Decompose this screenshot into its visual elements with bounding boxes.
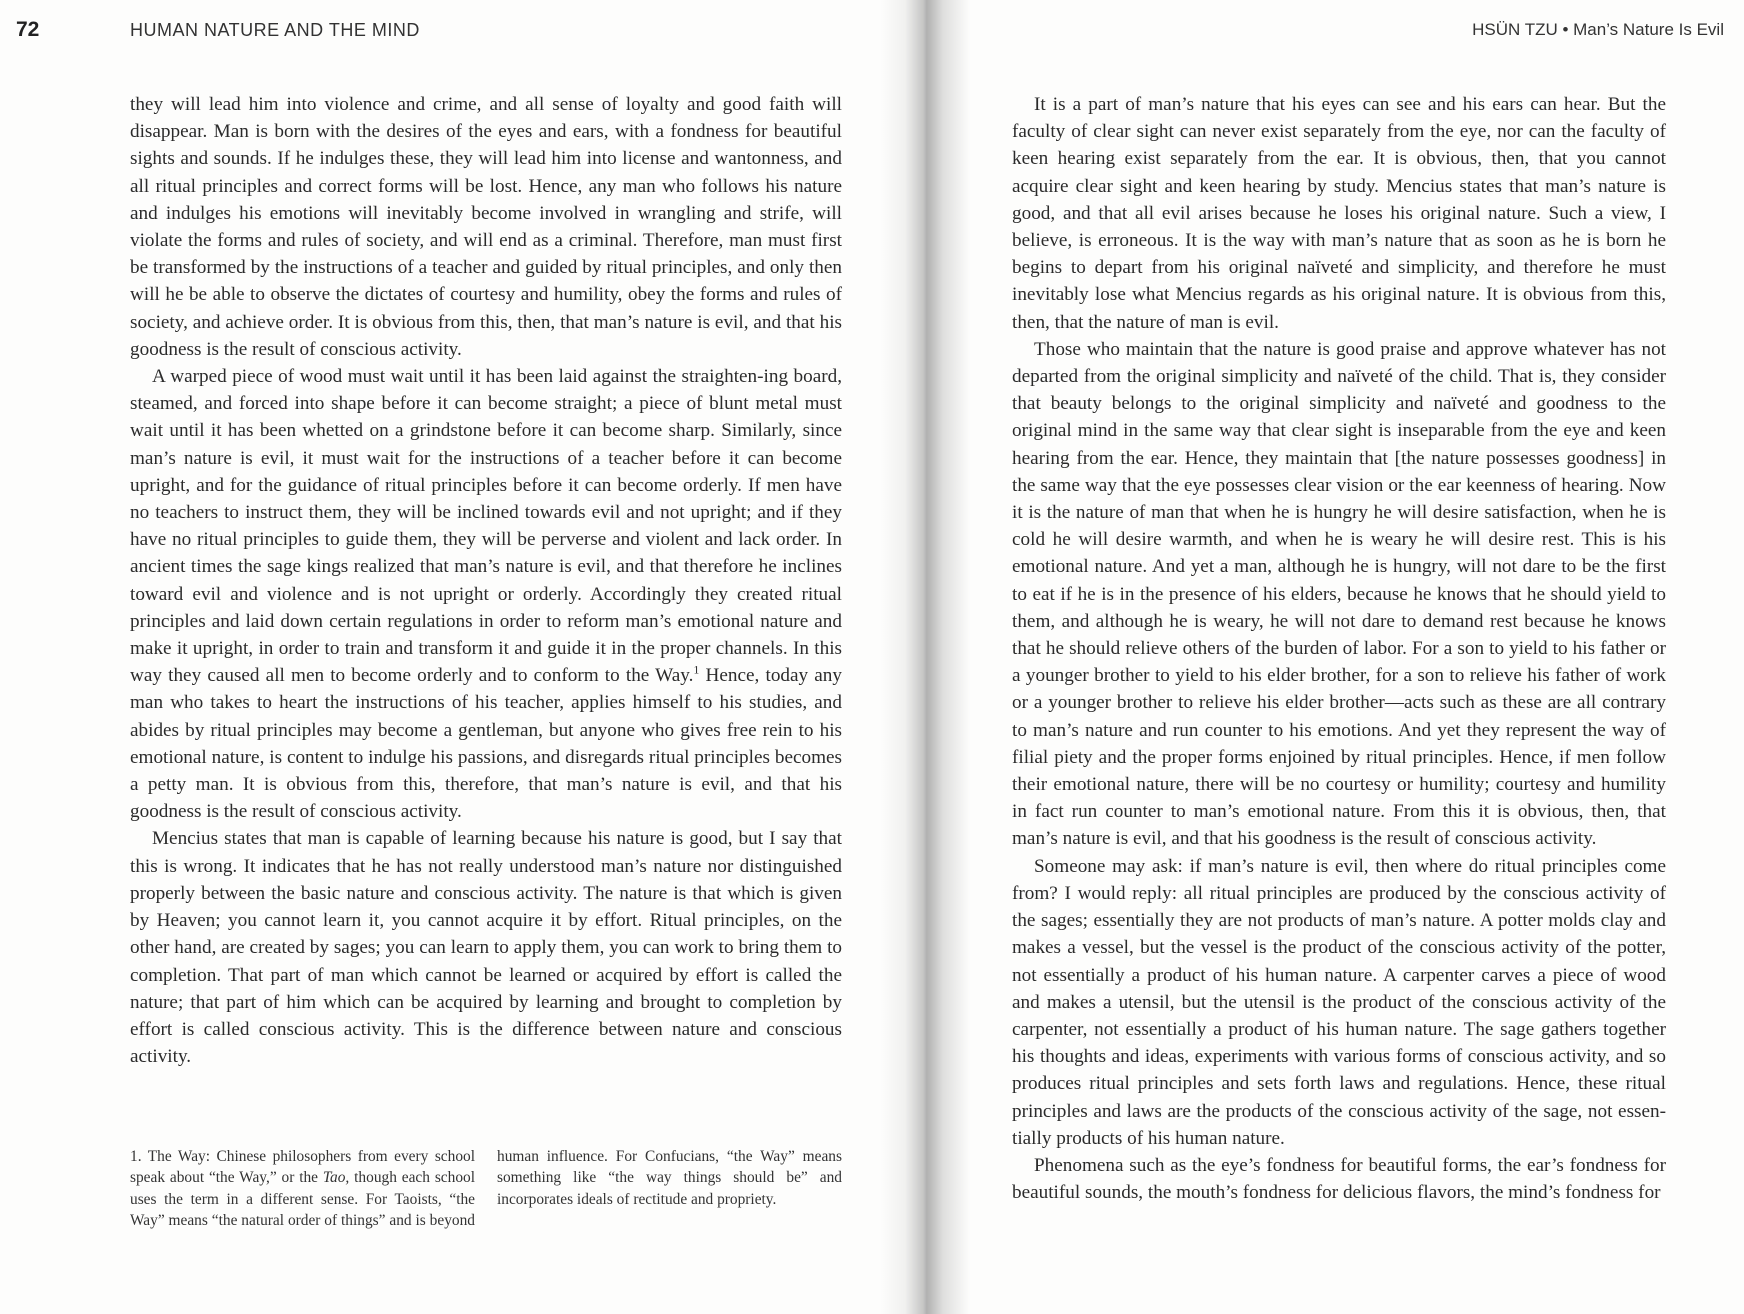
right-page — [940, 0, 1744, 1314]
running-head-left: HUMAN NATURE AND THE MIND — [130, 20, 420, 40]
footnote-text: though each school uses the term in a different sense. For Taoists, “the Way” means “the natural order of things” and is beyond human influence. For Confucians, “the Way” means something like “the way things should be” and incorporates ideals of rectitude and propriety. — [130, 1148, 842, 1230]
footnote-number: 1. — [130, 1148, 142, 1165]
footnote-reference: 1 — [693, 662, 700, 677]
paragraph: Mencius states that man is capable of learning because his nature is good, but I say that this is wrong. It indicates that he has not really understood man’s nature nor distinguished properly between the basic nature and conscious activity. The nature is that which is given by Heaven; you cannot learn it, you cannot acquire it by effort. Ritual principles, on the other hand, are created by sages; you can learn to apply them, you can work to bring them to completion. That part of man which cannot be learned or acquired by effort is called the nature; that part of him which can be acquired by learning and brought to completion by effort is called conscious activity. This is the difference between nature and conscious activity. — [130, 828, 842, 1068]
paragraph-text: A warped piece of wood must wait until it has been laid against the straighten-ing board, steamed, and forced into shape before it can become straight; a piece of blunt metal must wait until it has been whetted on a grindstone before it can become sharp. Similarly, since man’s nature is evil, it must wait for the instructions of a teacher before it can become upright, and for the guidance of ritual principles before it can become orderly. If men have no teachers to instruct them, they will be inclined towards evil and not upright; and if they have no ritual principles to guide them, they will be perverse and violent and lack order. In ancient times the sage kings realized that man’s nature is evil, and that therefore he inclines toward evil and violence and is not upright or orderly. Accordingly they created ritual principles and laid down certain regulations in order to reform man’s emotional nature and make it upright, in order to train and transform it and guide it in the proper channels. In this way they caused all men to become orderly and to conform to the Way. — [130, 366, 842, 687]
paragraph: they will lead him into violence and crime, and all sense of loyalty and good faith will disappear. Man is born with the desires of the eyes and ears, with a fondness for beautiful sights and sounds. If he indulges these, they will lead him into license and wantonness, and all ritual principles and correct forms will be lost. Hence, any man who follows his nature and indulges his emotions will inevitably become involved in wrangling and strife, will violate the forms and rules of society, and will end as a criminal. Therefore, man must first be transformed by the instructions of a teacher and guided by ritual principles, and only then will he be able to observe the dictates of courtesy and humility, obey the forms and rules of society, and achieve order. It is obvious from this, then, that man’s nature is evil, and that his goodness is the result of conscious activity. — [130, 94, 842, 360]
footnote-term: The Way: — [147, 1148, 211, 1165]
footnote-italic: Tao, — [322, 1169, 350, 1187]
paragraph: Phenomena such as the eye’s fondness for beautiful forms, the ear’s fondness for beautiful sounds, the mouth’s fondness for delicious flavors, the mind’s fondness for — [1012, 1154, 1666, 1204]
footnote-text: Chinese philosophers from every school speak about “the Way,” or the — [130, 1148, 475, 1187]
paragraph: Those who maintain that the nature is good praise and approve whatever has not departed from the original simplicity and naïveté of the child. That is, they consider that beauty belongs to the original simplicity and naïveté and goodness to the original mind in the same way that clear sight is inseparable from the eye and keen hearing from the ear. Hence, they maintain that [the nature possesses goodness] in the same way that the eye possesses clear vision or the ear keenness of hearing. Now it is the nature of man that when he is hungry he will desire satisfaction, when he is cold he will desire warmth, and when he is weary he will desire rest. This is his emotional nature. And yet a man, although he is hungry, will not dare to be the first to eat if he is in the presence of his elders, because he knows that he should yield to them, and although he is weary, he will not dare to demand rest because he knows that he should relieve others of the burden of labor. For a son to yield to his father or a younger brother to yield to his elder brother, for a son to relieve his father of work or a younger brother to relieve his elder brother—acts such as these are all contrary to man’s nature and run counter to his emotions. And yet they represent the way of filial piety and the proper forms enjoined by ritual principles. Hence, if men follow their emotional nature, there will be no courtesy or humility; courtesy and humility in fact run counter to man’s emotional nature. From this it is obvious, then, that man’s nature is evil, and that his goodness is the result of conscious activity. — [1012, 338, 1666, 850]
paragraph — [130, 363, 842, 825]
footnote — [130, 1146, 842, 1232]
paragraph: Someone may ask: if man’s nature is evil, then where do ritual principles come from? I would reply: all ritual principles are produced by the conscious activity of the sages; essentially they are not products of man’s nature. A potter molds clay and makes a vessel, but the vessel is the product of the conscious activity of the potter, not essentially a product of his human nature. A carpenter carves a piece of wood and makes a utensil, but the utensil is the product of the conscious activity of the carpenter, not essentially a product of his human nature. The sage gathers together his thoughts and ideas, experiments with various forms of conscious activity, and so produces ritual principles and sets forth laws and regulations. Hence, these ritual principles and laws are the products of the conscious activity of the sage, not essen-tially products of his human nature. — [1012, 855, 1666, 1149]
left-body-text — [130, 91, 842, 1070]
paragraph-text: Hence, today any man who takes to heart the instructions of his teacher, applies himself to his studies, and abides by ritual principles may become a gentleman, but anyone who gives free rein to his emotional nature, is content to indulge his passions, and disregards ritual principles becomes a petty man. It is obvious from this, therefore, that man’s nature is evil, and that his goodness is the result of conscious activity. — [130, 665, 842, 823]
right-body-text — [1012, 91, 1666, 1206]
paragraph: It is a part of man’s nature that his eyes can see and his ears can hear. But the faculty of clear sight can never exist separately from the eye, nor can the faculty of keen hearing exist separately from the ear. It is obvious, then, that you cannot acquire clear sight and keen hearing by study. Mencius states that man’s nature is good, and that all evil arises because he loses his original nature. Such a view, I believe, is erroneous. It is the way with man’s nature that as soon as he is born he begins to depart from his original naïveté and simplicity, and therefore he must inevitably lose what Mencius regards as his original nature. It is obvious from this, then, that the nature of man is evil. — [1012, 94, 1666, 333]
page-number: 72 — [16, 18, 40, 41]
running-head-right: HSÜN TZU • Man’s Nature Is Evil — [1472, 20, 1724, 39]
